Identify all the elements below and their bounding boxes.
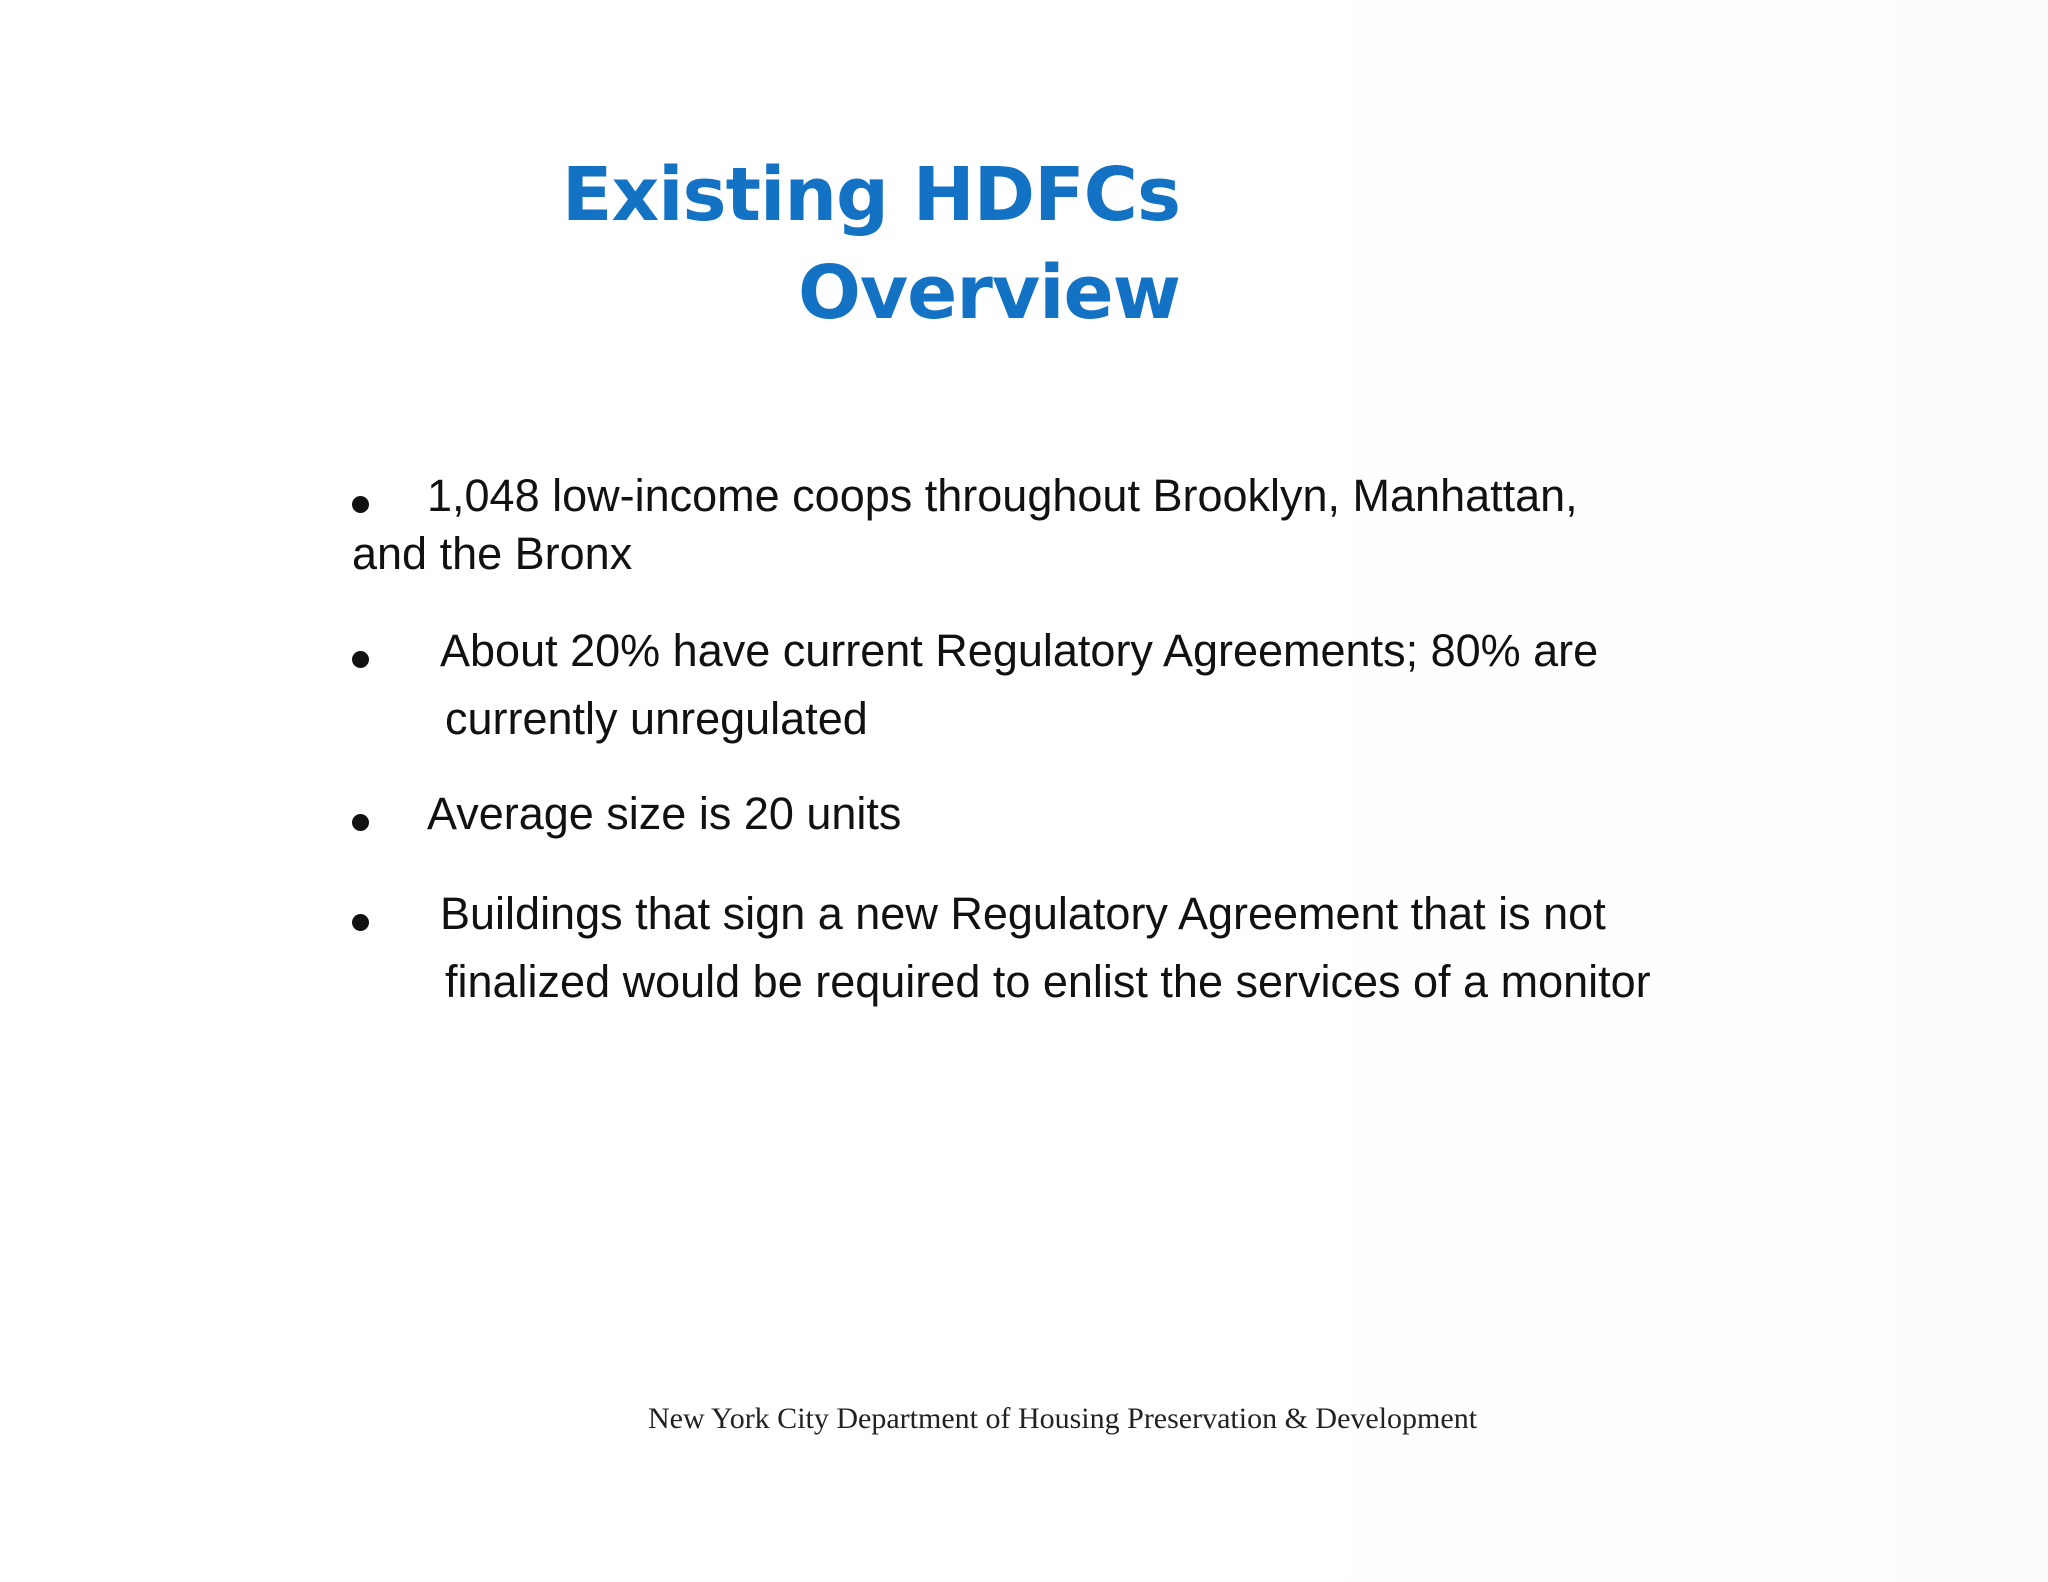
bullet-text-line: and the Bronx xyxy=(352,528,633,579)
slide-title xyxy=(562,146,1180,342)
bullet-text-line: finalized would be required to enlist the services of a monitor xyxy=(445,956,1651,1007)
bullet-dot-icon xyxy=(352,651,369,668)
bullet-text-line: currently unregulated xyxy=(445,693,868,744)
title-line-2: Overview xyxy=(798,250,1180,336)
bullet-text-line: 1,048 low-income coops throughout Brooklyn, Manhattan, xyxy=(427,470,1578,521)
bullet-dot-icon xyxy=(352,496,369,513)
bullet-dot-icon xyxy=(352,814,369,831)
bullet-dot-icon xyxy=(352,914,369,931)
bullet-text-line: Buildings that sign a new Regulatory Agreement that is not xyxy=(440,888,1606,939)
bullet-text-line: Average size is 20 units xyxy=(427,788,902,839)
title-line-1: Existing HDFCs xyxy=(561,152,1180,238)
bullet-text-line: About 20% have current Regulatory Agreements; 80% are xyxy=(440,625,1599,676)
footer-agency-name: New York City Department of Housing Preservation & Development xyxy=(648,1402,1478,1435)
